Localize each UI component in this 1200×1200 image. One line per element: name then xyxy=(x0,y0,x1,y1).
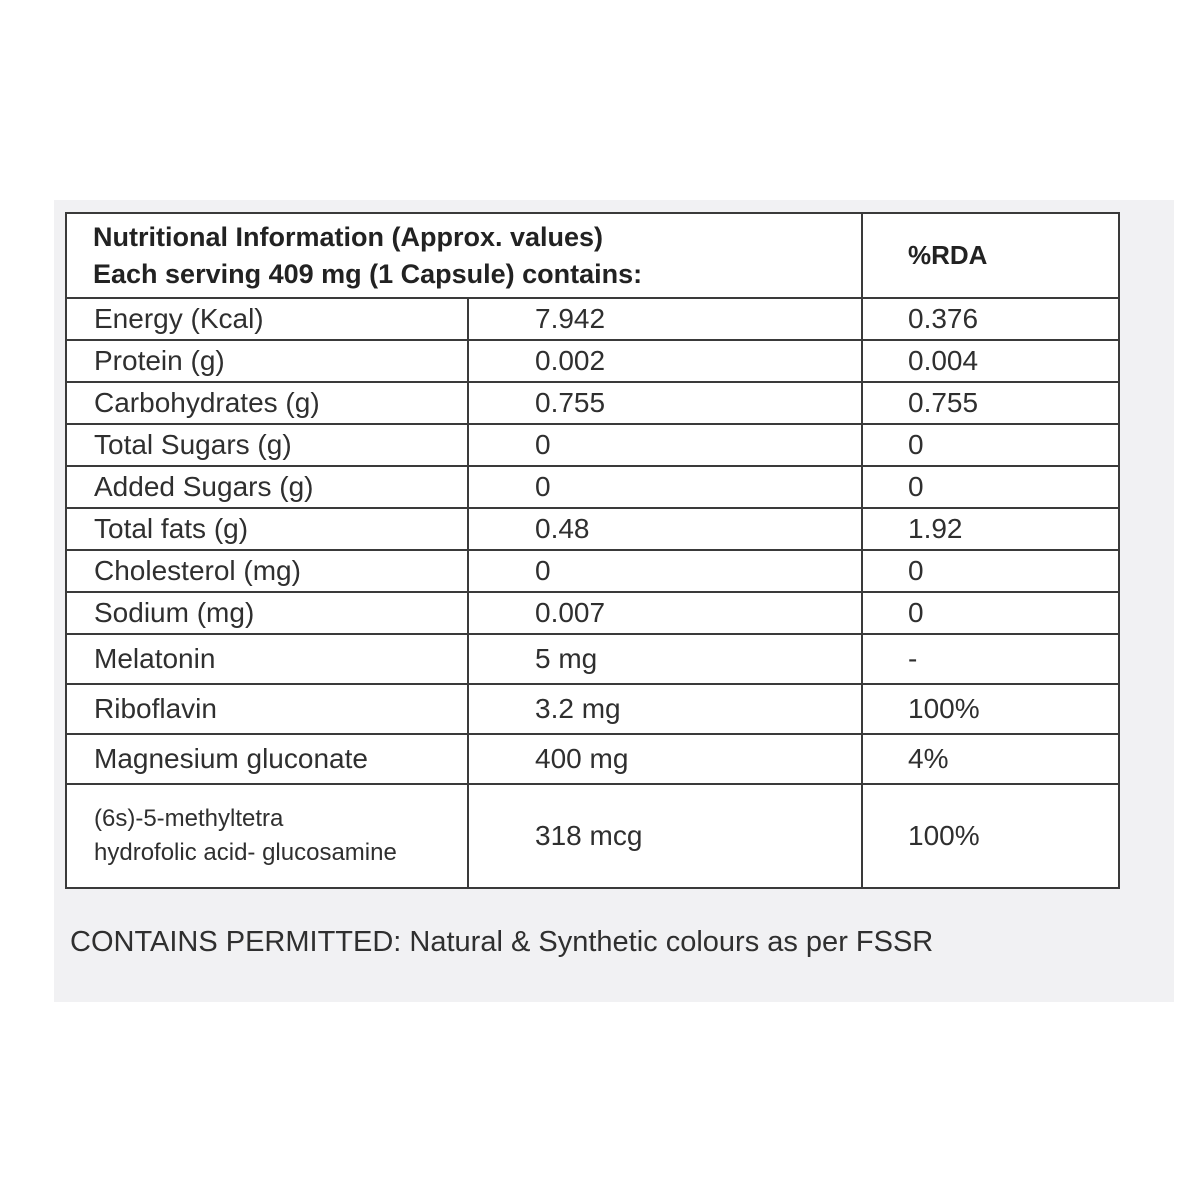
nutrient-name: Melatonin xyxy=(66,634,468,684)
nutrient-name: Riboflavin xyxy=(66,684,468,734)
table-header-row xyxy=(66,213,1119,298)
nutrient-value: 400 mg xyxy=(468,734,862,784)
nutrient-name-line-2: hydrofolic acid- glucosamine xyxy=(94,839,397,866)
table-row xyxy=(66,508,1119,550)
nutrient-rda: 0.755 xyxy=(862,382,1119,424)
nutrition-title xyxy=(66,213,862,298)
nutrient-value: 0.007 xyxy=(468,592,862,634)
table-row xyxy=(66,634,1119,684)
nutrient-name: Total Sugars (g) xyxy=(66,424,468,466)
nutrient-value: 0.755 xyxy=(468,382,862,424)
nutrient-name xyxy=(66,784,468,888)
nutrient-rda: 0.004 xyxy=(862,340,1119,382)
nutrient-rda: 1.92 xyxy=(862,508,1119,550)
nutrient-value: 7.942 xyxy=(468,298,862,340)
table-row xyxy=(66,340,1119,382)
nutrient-name: Protein (g) xyxy=(66,340,468,382)
nutrient-name: Carbohydrates (g) xyxy=(66,382,468,424)
nutrition-table xyxy=(65,212,1120,889)
table-row xyxy=(66,382,1119,424)
table-row xyxy=(66,684,1119,734)
table-row xyxy=(66,592,1119,634)
nutrient-value: 5 mg xyxy=(468,634,862,684)
title-line-1: Nutritional Information (Approx. values) xyxy=(93,222,604,253)
nutrient-rda: 0 xyxy=(862,466,1119,508)
table-row xyxy=(66,424,1119,466)
nutrient-rda: 0 xyxy=(862,592,1119,634)
table-row xyxy=(66,734,1119,784)
table-row xyxy=(66,784,1119,888)
nutrient-value: 318 mcg xyxy=(468,784,862,888)
nutrient-rda: 0.376 xyxy=(862,298,1119,340)
title-line-2: Each serving 409 mg (1 Capsule) contains: xyxy=(93,258,643,289)
nutrient-rda: 100% xyxy=(862,784,1119,888)
nutrient-value: 0.48 xyxy=(468,508,862,550)
table-row xyxy=(66,466,1119,508)
nutrient-rda: - xyxy=(862,634,1119,684)
permitted-colours-note: CONTAINS PERMITTED: Natural & Synthetic colours as per FSSR xyxy=(70,926,934,958)
nutrient-rda: 0 xyxy=(862,424,1119,466)
nutrient-rda: 0 xyxy=(862,550,1119,592)
nutrient-name: Cholesterol (mg) xyxy=(66,550,468,592)
nutrient-name: Added Sugars (g) xyxy=(66,466,468,508)
nutrient-value: 0.002 xyxy=(468,340,862,382)
nutrient-name-line-1: (6s)-5-methyltetra xyxy=(94,805,284,833)
nutrient-name: Energy (Kcal) xyxy=(66,298,468,340)
nutrient-rda: 4% xyxy=(862,734,1119,784)
nutrient-value: 0 xyxy=(468,550,862,592)
nutrient-rda: 100% xyxy=(862,684,1119,734)
table-row xyxy=(66,550,1119,592)
nutrient-value: 0 xyxy=(468,424,862,466)
nutrient-name: Sodium (mg) xyxy=(66,592,468,634)
nutrient-name: Total fats (g) xyxy=(66,508,468,550)
nutrient-name: Magnesium gluconate xyxy=(66,734,468,784)
nutrient-value: 0 xyxy=(468,466,862,508)
table-row xyxy=(66,298,1119,340)
rda-header: %RDA xyxy=(862,213,1119,298)
nutrient-value: 3.2 mg xyxy=(468,684,862,734)
